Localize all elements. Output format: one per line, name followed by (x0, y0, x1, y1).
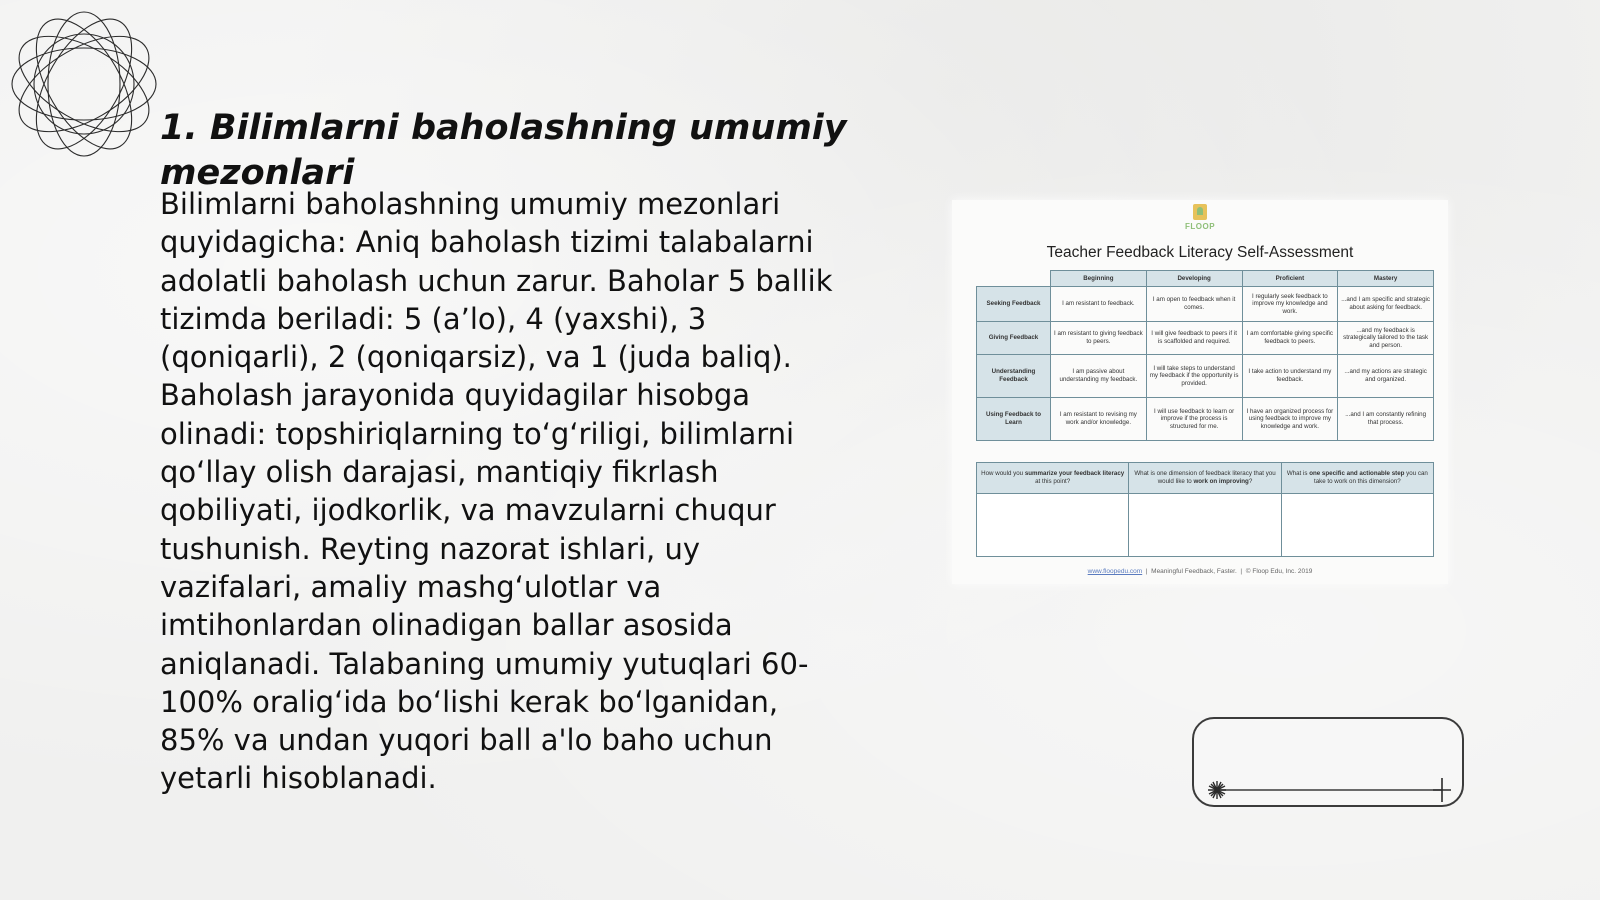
spirograph-ornament-icon (8, 8, 160, 160)
rubric-title: Teacher Feedback Literacy Self-Assessment (1046, 244, 1354, 261)
rubric-corner (977, 271, 1051, 287)
rubric-column-header: Developing (1146, 271, 1242, 287)
rubric-cell: I am resistant to revising my work and/or knowledge. (1051, 398, 1147, 441)
floop-logo-text: FLOOP (1184, 222, 1216, 231)
rubric-row-label: Using Feedback to Learn (977, 398, 1051, 441)
rubric-grid (976, 270, 1434, 441)
rubric-column-header: Proficient (1242, 271, 1338, 287)
rubric-cell: ...and my feedback is strategically tailored to the task and person. (1338, 322, 1434, 355)
rubric-cell: I am resistant to feedback. (1051, 287, 1147, 322)
reflection-answer-box (977, 494, 1129, 557)
slide-body-text: Bilimlarni baholashning umumiy mezonlari quyidagicha: Aniq baholash tizimi talabalarni adolatli baholash uchun zarur. Baholar 5 ballik tizimda beriladi: 5 (a’lo), 4 (yaxshi), 3 (qoniqarli), 2 (qoniqarsiz), va 1 (juda baliq). Baholash jarayonida quyidagilar hisobga olinadi: topshiriqlarning to‘g‘riligi, bilimlarni qo‘llay olish darajasi, mantiqiy fikrlash qobiliyati, ijodkorlik, va mavzularni chuqur tushunish. Reyting nazorat ishlari, uy vazifalari, amaliy mashg‘ulotlar va imtihonlardan olinadigan ballar asosida aniqlanadi. Talabaning umumiy yutuqlari 60-100% oralig‘ida bo‘lishi kerak bo‘lganidan, 85% va undan yuqori ball a'lo baho uchun yetarli hisoblanadi. (160, 187, 833, 796)
rubric-row (977, 398, 1434, 441)
reflection-question: What is one dimension of feedback literacy that you would like to work on improving? (1129, 463, 1281, 494)
footer-copyright: © Floop Edu, Inc. 2019 (1245, 568, 1313, 575)
rubric-cell: I am open to feedback when it comes. (1146, 287, 1242, 322)
rubric-column-header: Beginning (1051, 271, 1147, 287)
plus-icon (1433, 778, 1451, 802)
reflection-question: How would you summarize your feedback literacy at this point? (977, 463, 1129, 494)
floop-logo (952, 204, 1448, 238)
rubric-cell: I regularly seek feedback to improve my knowledge and work. (1242, 287, 1338, 322)
rubric-footer: www.floopedu.com | Meaningful Feedback, Faster. | © Floop Edu, Inc. 2019 (1087, 568, 1313, 575)
rubric-cell: ...and I am constantly refining that process. (1338, 398, 1434, 441)
rubric-cell: ...and I am specific and strategic about asking for feedback. (1338, 287, 1434, 322)
rubric-row (977, 322, 1434, 355)
rubric-column-header: Mastery (1338, 271, 1434, 287)
slide-title: 1. Bilimlarni baholashning umumiy mezonlari (160, 108, 847, 193)
rubric-row (977, 355, 1434, 398)
rubric-cell: I am comfortable giving specific feedback to peers. (1242, 322, 1338, 355)
rubric-cell: ...and my actions are strategic and organized. (1338, 355, 1434, 398)
rubric-row-label: Seeking Feedback (977, 287, 1051, 322)
rubric-cell: I have an organized process for using feedback to improve my knowledge and work. (1242, 398, 1338, 441)
rubric-cell: I am passive about understanding my feedback. (1051, 355, 1147, 398)
rubric-cell: I take action to understand my feedback. (1242, 355, 1338, 398)
decorative-line-widget (1192, 717, 1464, 807)
reflection-table (976, 462, 1434, 557)
reflection-answer-box (1281, 494, 1433, 557)
rubric-cell: I will give feedback to peers if it is scaffolded and required. (1146, 322, 1242, 355)
footer-link: www.floopedu.com (1087, 568, 1143, 575)
rubric-row-label: Giving Feedback (977, 322, 1051, 355)
rubric-cell: I will take steps to understand my feedback if the opportunity is provided. (1146, 355, 1242, 398)
rubric-row (977, 287, 1434, 322)
sparkle-icon (1208, 781, 1226, 799)
floop-logo-icon (1193, 204, 1207, 220)
reflection-answer-box (1129, 494, 1281, 557)
rubric-cell: I am resistant to giving feedback to peers. (1051, 322, 1147, 355)
reflection-question: What is one specific and actionable step you can take to work on this dimension? (1281, 463, 1433, 494)
rubric-row-label: Understanding Feedback (977, 355, 1051, 398)
footer-tagline: Meaningful Feedback, Faster. (1151, 568, 1237, 575)
rubric-image (952, 200, 1448, 584)
rubric-cell: I will use feedback to learn or improve if the process is structured for me. (1146, 398, 1242, 441)
